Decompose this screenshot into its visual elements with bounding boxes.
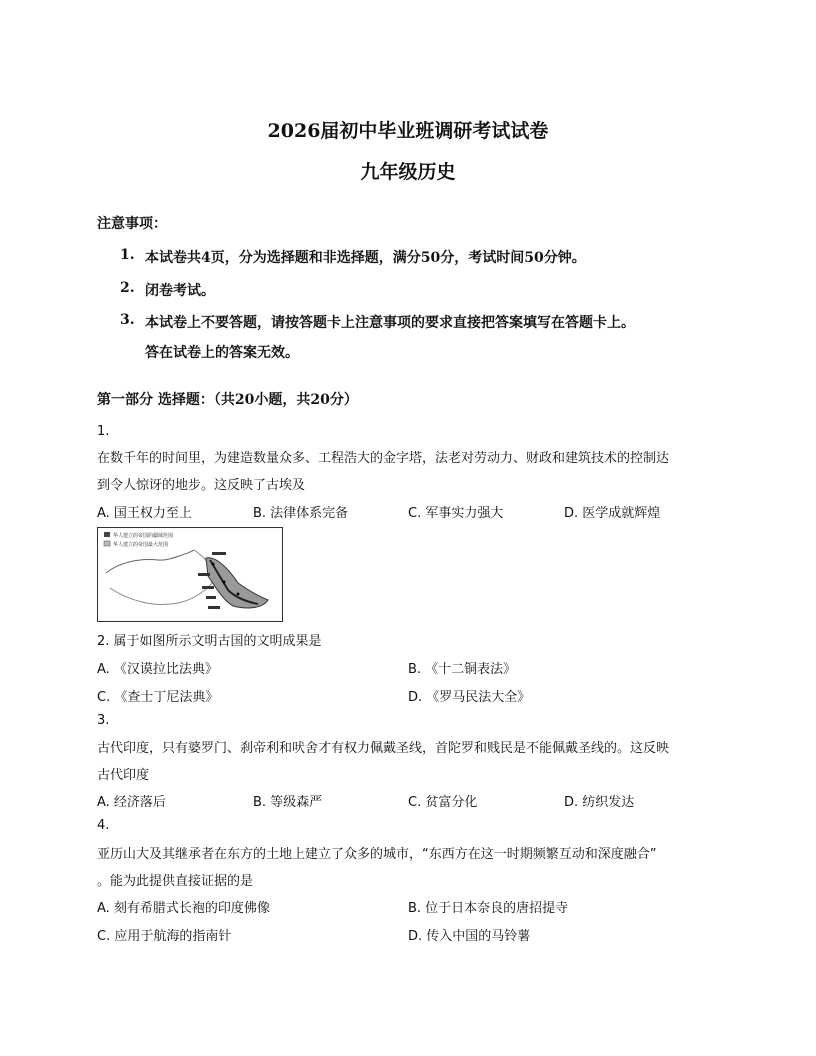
notice-text-3-cont: 答在试卷上的答案无效。 bbox=[145, 345, 299, 361]
notice-text-3: 本试卷上不要答题，请按答题卡上注意事项的要求直接把答案填写在答题卡上。 bbox=[145, 315, 635, 331]
map-caption-line-2: 华人建立的帝国最大范围 bbox=[113, 542, 169, 548]
question-2-option-d: D. 《罗马民法大全》 bbox=[408, 690, 531, 705]
notice-text-2: 闭卷考试。 bbox=[145, 283, 215, 299]
question-4-number: 4. bbox=[97, 818, 110, 833]
question-3-option-b: B. 等级森严 bbox=[253, 795, 323, 810]
notice-num-2: 2. bbox=[120, 280, 135, 296]
question-2-option-c: C. 《查士丁尼法典》 bbox=[97, 690, 219, 705]
map-illustration bbox=[98, 528, 282, 621]
notice-heading: 注意事项： bbox=[97, 216, 167, 232]
question-3-number: 3. bbox=[97, 713, 110, 728]
question-4-line-1: 亚历山大及其继承者在东方的土地上建立了众多的城市，“东西方在这一时期频繁互动和深度融合” bbox=[97, 847, 657, 862]
question-4-option-c: C. 应用于航海的指南针 bbox=[97, 929, 232, 944]
exam-subtitle: 九年级历史 bbox=[360, 161, 456, 183]
question-1-line-1: 在数千年的时间里，为建造数量众多、工程浩大的金字塔，法老对劳动力、财政和建筑技术的控制达 bbox=[97, 451, 670, 466]
map-caption-line-1: 华人建立的帝国的疆域范围 bbox=[113, 533, 174, 539]
question-1-option-b: B. 法律体系完备 bbox=[253, 506, 349, 521]
question-2-map-image bbox=[97, 527, 283, 622]
question-1-option-c: C. 军事实力强大 bbox=[408, 506, 504, 521]
question-3-option-c: C. 贫富分化 bbox=[408, 795, 478, 810]
notice-num-1: 1. bbox=[120, 247, 135, 263]
question-2-stem: 2. 属于如图所示文明古国的文明成果是 bbox=[97, 634, 322, 649]
section-heading: 第一部分 选择题：（共20小题，共20分） bbox=[97, 392, 358, 408]
notice-num-3: 3. bbox=[120, 312, 135, 328]
question-1-number: 1. bbox=[97, 424, 110, 439]
question-3-line-2: 古代印度 bbox=[97, 768, 150, 783]
question-1-line-2: 到令人惊讶的地步。这反映了古埃及 bbox=[97, 478, 306, 493]
question-1-option-d: D. 医学成就辉煌 bbox=[564, 506, 661, 521]
question-3-option-d: D. 纺织发达 bbox=[564, 795, 635, 810]
question-4-option-b: B. 位于日本奈良的唐招提寺 bbox=[408, 901, 569, 916]
question-4-line-2: 。能为此提供直接证据的是 bbox=[97, 874, 254, 889]
question-1-option-a: A. 国王权力至上 bbox=[97, 506, 192, 521]
exam-title: 2026届初中毕业班调研考试试卷 bbox=[267, 120, 549, 142]
notice-text-1: 本试卷共4页，分为选择题和非选择题，满分50分，考试时间50分钟。 bbox=[145, 250, 586, 266]
question-3-line-1: 古代印度，只有婆罗门、刹帝利和吠舍才有权力佩戴圣线，首陀罗和贱民是不能佩戴圣线的。这反映 bbox=[97, 741, 670, 756]
question-3-option-a: A. 经济落后 bbox=[97, 795, 166, 810]
question-4-option-a: A. 刻有希腊式长袍的印度佛像 bbox=[97, 901, 270, 916]
question-4-option-d: D. 传入中国的马铃薯 bbox=[408, 929, 531, 944]
question-2-option-b: B. 《十二铜表法》 bbox=[408, 662, 517, 677]
question-2-option-a: A. 《汉谟拉比法典》 bbox=[97, 662, 218, 677]
